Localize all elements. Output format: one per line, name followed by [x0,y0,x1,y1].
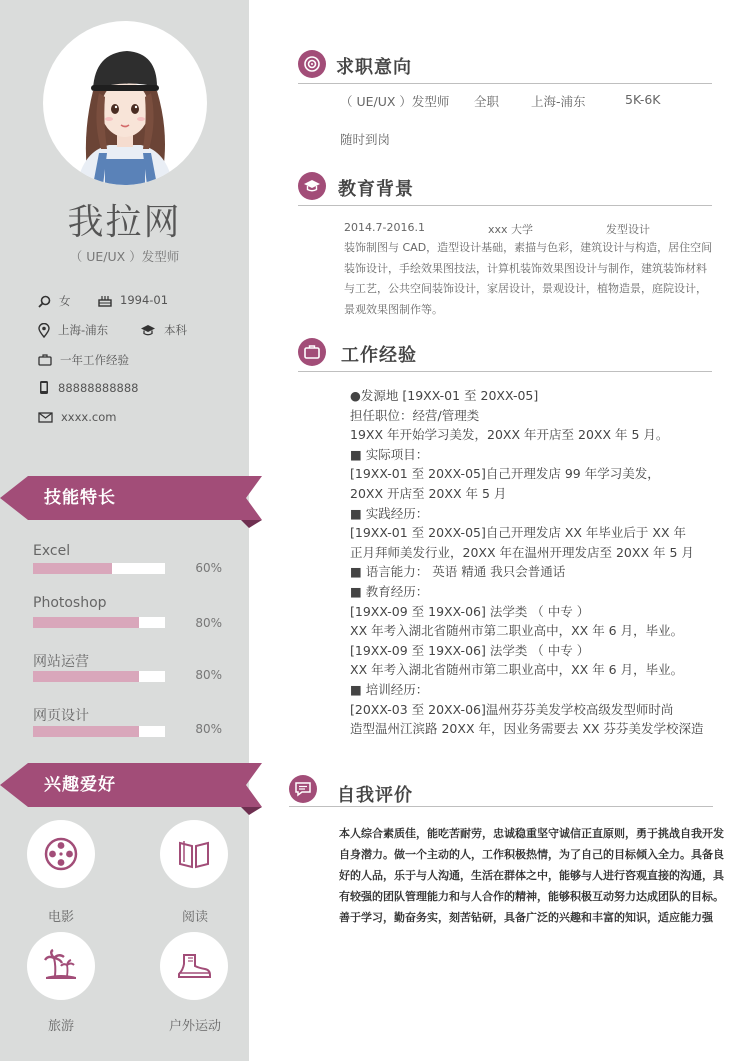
briefcase-icon [38,354,52,366]
experience-row [38,352,129,368]
search-icon [38,295,51,308]
education-period: 2014.7-2016.1 [344,221,425,234]
skill-percent: 80% [195,616,222,630]
intent-type: 全职 [474,94,500,109]
hobbies-title: 兴趣爱好 [44,775,116,795]
avatar [43,21,207,185]
education-major: 发型设计 [606,223,650,236]
intent-title: 求职意向 [336,57,412,78]
briefcase-icon [303,344,321,360]
work-line: XX 年考入湖北省随州市第二职业高中，XX 年 6 月，毕业。 [350,623,684,639]
gender-value: 女 [59,294,71,308]
skills-ribbon [0,476,262,520]
skill-bar-fill [33,671,139,682]
location-row [38,322,108,338]
skill-percent: 80% [195,722,222,736]
intent-section-icon [298,50,326,78]
work-line: [20XX-03 至 20XX-06]温州芬芬美发学校高级发型师时尚 [350,701,674,717]
graduation-cap-icon [303,178,321,194]
film-reel-icon [43,836,79,872]
work-title: 工作经验 [341,345,417,366]
gender-row [38,293,71,309]
degree-value: 本科 [164,323,187,337]
speech-bubble-icon [294,781,312,797]
work-line: XX 年考入湖北省随州市第二职业高中，XX 年 6 月，毕业。 [350,662,684,678]
ribbon-shape [0,476,262,528]
candidate-role: （ UE/UX ）发型师 [69,249,180,264]
intent-city: 上海-浦东 [531,94,586,109]
work-line: 担任职位：经营/管理类 [350,407,480,423]
skill-bar-fill [33,617,139,628]
education-title: 教育背景 [338,179,414,200]
ribbon-shape [0,763,262,815]
work-line: ■ 培训经历： [350,681,429,697]
skill-bar [33,726,165,737]
intent-availability: 随时到岗 [340,132,391,147]
skill-bar [33,617,165,628]
work-section-icon [298,338,326,366]
email-row [38,410,116,424]
skill-name: 网页设计 [33,708,89,724]
work-line: [19XX-09 至 19XX-06] 法学类 （ 中专 ） [350,642,590,658]
work-line: ■ 实践经历： [350,505,429,521]
work-line: ■ 实际项目： [350,446,429,462]
target-icon [303,55,321,73]
location-pin-icon [38,323,50,338]
birth-row [98,293,168,307]
work-experience-list [350,386,720,739]
email-value: xxxx.com [61,410,117,424]
hobby-label: 电影 [47,910,74,925]
hobby-circle-reading [160,820,228,888]
hobby-label: 旅游 [47,1019,74,1034]
intent-divider [298,83,712,84]
skill-bar [33,563,165,574]
education-section-icon [298,172,326,200]
education-description: 装饰制图与 CAD，造型设计基础，素描与色彩，建筑设计与构造，居住空间装饰设计，手绘效果图技法，计算机装饰效果图设计与制作，建筑装饰材料与工艺，公共空间装饰设计，家居设计，景观设计，植物造景，庭院设计，景观效果图制作等。 [344,241,713,316]
hobbies-ribbon [0,763,262,807]
skill-percent: 80% [195,668,222,682]
boot-icon [175,948,213,984]
hobby-circle-travel [27,932,95,1000]
work-line: [19XX-09 至 19XX-06] 法学类 （ 中专 ） [350,603,590,619]
work-line: [19XX-01 至 20XX-05]自己开理发店 XX 年毕业后于 XX 年 [350,525,686,541]
envelope-icon [38,412,53,423]
work-line: 20XX 开店至 20XX 年 5 月 [350,485,507,501]
work-line: ■ 教育经历： [350,583,429,599]
birthday-cake-icon [98,294,112,307]
candidate-name: 我拉网 [67,202,182,243]
skill-bar [33,671,165,682]
book-icon [176,836,212,872]
degree-row [140,322,187,338]
self-eval-title: 自我评价 [337,785,413,806]
graduation-cap-icon [140,324,156,336]
work-line: 19XX 年开始学习美发，20XX 年开店至 20XX 年 5 月。 [350,427,669,443]
hobby-circle-film [27,820,95,888]
palm-island-icon [43,948,79,984]
phone-row [38,380,138,395]
skills-title: 技能特长 [44,488,116,508]
education-school: xxx 大学 [488,223,534,236]
skill-name: Photoshop [33,595,107,611]
skill-bar-fill [33,563,112,574]
self-eval-divider [289,806,713,807]
work-line: [19XX-01 至 20XX-05]自己开理发店 99 年学习美发， [350,466,660,482]
intent-salary: 5K-6K [625,92,661,107]
skill-name: 网站运营 [33,654,89,670]
work-divider [298,371,712,372]
hobby-circle-outdoor [160,932,228,1000]
work-line: 造型温州江滨路 20XX 年，因业务需要去 XX 芬芬美发学校深造 [350,721,704,737]
skill-name: Excel [33,543,71,559]
work-line: ●发源地 [19XX-01 至 20XX-05] [350,388,539,403]
self-eval-text: 本人综合素质佳，能吃苦耐劳，忠诚稳重坚守诚信正直原则，勇于挑战自我开发自身潜力。做一个主动的人，工作积极热情，为了自己的目标倾入全力。具备良好的人品，乐于与人沟通，生活在群体之中，能够与人进行咨观直接的沟通，具有较强的团队管理能力和与人合作的精神，能够积极互动努力达成团队的目标。善于学习，勤奋务实，刻苦钻研，具备广泛的兴趣和丰富的知识，适应能力强 [339,827,724,924]
birth-value: 1994-01 [120,293,169,307]
hobby-label: 阅读 [181,910,208,925]
location-value: 上海-浦东 [58,323,109,337]
experience-value: 一年工作经验 [60,353,129,367]
work-line: 正月拜师美发行业，20XX 年在温州开理发店至 20XX 年 5 月 [350,544,694,560]
education-divider [298,205,712,206]
self-eval-section-icon [289,775,317,803]
hobby-label: 户外运动 [168,1019,221,1034]
avatar-illustration [43,21,207,185]
skill-percent: 60% [195,561,222,575]
skill-bar-fill [33,726,139,737]
work-line: ■ 语言能力： 英语 精通 我只会普通话 [350,564,566,580]
phone-value: 88888888888 [58,380,139,395]
intent-position: （ UE/UX ）发型师 [340,94,450,109]
mobile-phone-icon [38,380,50,395]
